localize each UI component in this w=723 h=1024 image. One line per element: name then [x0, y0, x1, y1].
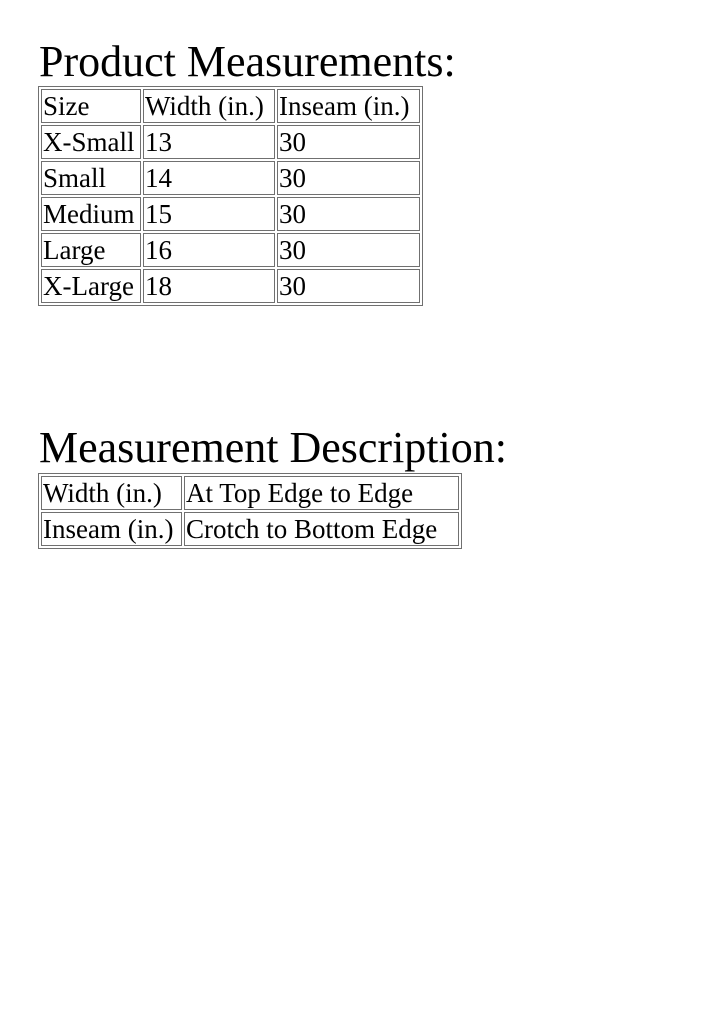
- inseam-cell: 30: [277, 197, 420, 231]
- size-cell: Large: [41, 233, 141, 267]
- header-cell-width: Width (in.): [143, 89, 275, 123]
- inseam-cell: 30: [277, 161, 420, 195]
- size-cell: X-Large: [41, 269, 141, 303]
- width-cell: 15: [143, 197, 275, 231]
- product-measurements-heading: Product Measurements:: [39, 37, 456, 86]
- inseam-cell: 30: [277, 125, 420, 159]
- table-row: [41, 233, 420, 267]
- table-row: [41, 125, 420, 159]
- header-cell-size: Size: [41, 89, 141, 123]
- inseam-cell: 30: [277, 269, 420, 303]
- measurement-description-cell: At Top Edge to Edge: [184, 476, 459, 510]
- size-cell: Small: [41, 161, 141, 195]
- measurement-name-cell: Inseam (in.): [41, 512, 182, 546]
- table-row: [41, 269, 420, 303]
- size-cell: Medium: [41, 197, 141, 231]
- width-cell: 18: [143, 269, 275, 303]
- inseam-cell: 30: [277, 233, 420, 267]
- product-measurements-table: [38, 86, 423, 306]
- measurement-name-cell: Width (in.): [41, 476, 182, 510]
- width-cell: 16: [143, 233, 275, 267]
- measurement-description-heading: Measurement Description:: [39, 423, 507, 472]
- header-cell-inseam: Inseam (in.): [277, 89, 420, 123]
- table-row: [41, 197, 420, 231]
- table-row: [41, 512, 459, 546]
- width-cell: 14: [143, 161, 275, 195]
- measurement-description-cell: Crotch to Bottom Edge: [184, 512, 459, 546]
- table-header-row: [41, 89, 420, 123]
- table-row: [41, 476, 459, 510]
- table-row: [41, 161, 420, 195]
- width-cell: 13: [143, 125, 275, 159]
- size-cell: X-Small: [41, 125, 141, 159]
- measurement-description-table: [38, 473, 462, 549]
